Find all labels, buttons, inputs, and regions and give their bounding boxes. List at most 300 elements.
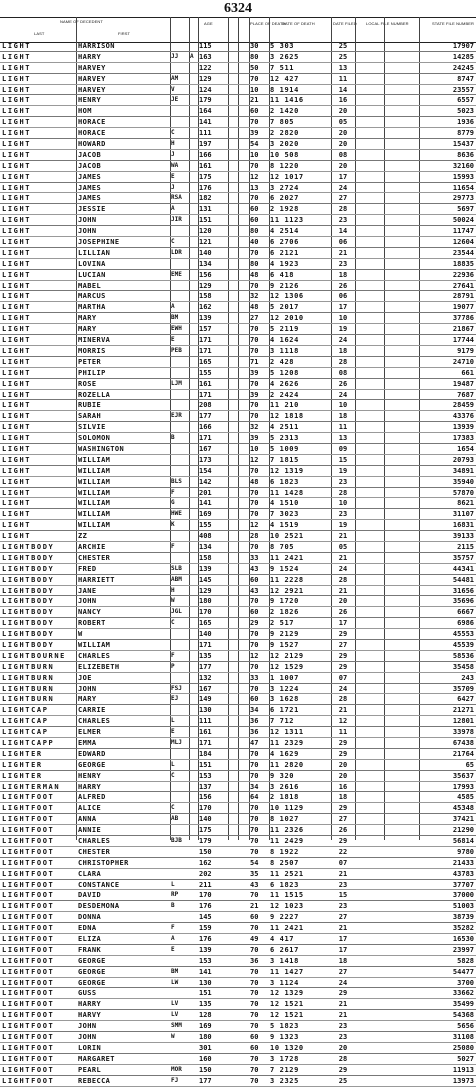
county: 32 [250, 423, 259, 432]
date-of-death: 3 2724 [270, 183, 299, 192]
age: 170 [199, 891, 212, 900]
last-name: LIGHTFOOT [2, 1011, 55, 1020]
date-of-death: 11 2521 [270, 869, 304, 878]
state-file-number: 32160 [452, 161, 474, 170]
state-file-number: 5027 [457, 1054, 474, 1063]
last-name: LIGHTFOOT [2, 847, 55, 856]
race [240, 215, 248, 225]
middle-initial: B [171, 902, 175, 910]
age: 135 [199, 651, 212, 660]
first-name: HARRISON [78, 42, 115, 50]
date-filed: 07 [338, 858, 348, 867]
code [190, 520, 199, 530]
date-filed: 16 [338, 782, 348, 791]
first-name: JOHN [78, 216, 97, 225]
age: 141 [199, 967, 212, 976]
table-row [0, 727, 476, 738]
date-filed: 10 [338, 499, 348, 508]
table-row [0, 999, 476, 1010]
code [190, 1065, 199, 1075]
first-name: HARRY [78, 782, 102, 791]
state-file-number: 33978 [452, 728, 474, 737]
table-row [0, 901, 476, 912]
age: 161 [199, 379, 212, 388]
race [240, 880, 248, 890]
last-name: LIGHTFOOT [2, 869, 55, 878]
county: 54 [250, 858, 259, 867]
first-name: NANCY [78, 608, 102, 617]
age: 151 [199, 760, 212, 769]
code [190, 1054, 199, 1064]
date-of-death: 10 2521 [270, 532, 304, 541]
race [240, 259, 248, 269]
date-of-death: 2 1826 [270, 608, 299, 617]
last-name: LIGHT [2, 74, 32, 83]
state-file-number: 38739 [452, 913, 474, 922]
county: 47 [250, 739, 259, 747]
county: 36 [250, 956, 259, 965]
state-file-number: 243 [461, 673, 474, 682]
code [190, 542, 199, 552]
state-file-number: 56814 [452, 837, 474, 846]
date-of-death: 11 2429 [270, 837, 304, 846]
code [190, 651, 199, 661]
date-of-death: 1 1007 [270, 673, 299, 682]
first-name: LUCIAN [78, 270, 106, 279]
date-filed: 22 [338, 847, 348, 856]
state-file-number: 16831 [452, 521, 474, 530]
date-filed: 24 [338, 684, 348, 693]
last-name: LIGHT [2, 532, 32, 541]
race [240, 313, 248, 323]
code [190, 880, 199, 890]
state-file-number: 14285 [452, 52, 474, 61]
last-name: LIGHT [2, 85, 32, 94]
code [190, 629, 199, 639]
table-row [0, 836, 476, 847]
middle-initial [171, 281, 188, 291]
state-file-number: 6667 [457, 608, 474, 617]
code [190, 259, 199, 269]
race [240, 1054, 248, 1064]
header-state-file: STATE FILE NUMBER [432, 21, 475, 26]
county: 70 [250, 1000, 259, 1009]
date-filed: 06 [338, 238, 348, 247]
code [190, 912, 199, 922]
race [240, 193, 248, 203]
first-name: JACOB [78, 150, 102, 159]
middle-initial: A [171, 303, 175, 311]
code [190, 694, 199, 704]
age: 130 [199, 978, 212, 987]
last-name: LIGHTFOOT [2, 913, 55, 922]
date-filed: 10 [338, 401, 348, 410]
date-of-death: 3 1418 [270, 956, 299, 965]
last-name: LIGHT [2, 96, 32, 105]
race [240, 956, 248, 966]
date-filed: 18 [338, 412, 348, 421]
race [240, 172, 248, 182]
first-name: LILLIAN [78, 248, 111, 257]
race [240, 999, 248, 1009]
code [190, 607, 199, 617]
middle-initial [171, 869, 188, 879]
last-name: LIGHTFOOT [2, 978, 55, 987]
last-name: LIGHTFOOT [2, 1076, 55, 1085]
race [240, 183, 248, 193]
middle-initial [171, 390, 188, 400]
county: 12 [250, 172, 259, 181]
last-name: LIGHTFOOT [2, 891, 55, 900]
age: 132 [199, 673, 212, 682]
date-filed: 29 [338, 1065, 348, 1074]
county: 70 [250, 194, 259, 203]
date-filed: 25 [338, 42, 348, 50]
race [240, 531, 248, 541]
race [240, 749, 248, 759]
first-name: WILLIAM [78, 499, 111, 508]
code [190, 836, 199, 846]
race [240, 324, 248, 334]
table-row [0, 226, 476, 237]
last-name: LIGHTFOOT [2, 1033, 55, 1042]
county: 70 [250, 1076, 259, 1085]
date-of-death: 9 320 [270, 771, 295, 780]
code [190, 531, 199, 541]
last-name: LIGHTFOOT [2, 902, 55, 911]
date-filed: 26 [338, 826, 348, 835]
race [240, 117, 248, 127]
last-name: LIGHTER [2, 771, 43, 780]
county: 12 [250, 651, 259, 660]
state-file-number: 22936 [452, 270, 474, 279]
county: 10 [250, 150, 259, 159]
last-name: LIGHT [2, 129, 32, 138]
table-row [0, 302, 476, 313]
date-filed: 27 [338, 815, 348, 824]
state-file-number: 16530 [452, 935, 474, 944]
county: 48 [250, 270, 259, 279]
table-row [0, 1065, 476, 1076]
table-row [0, 161, 476, 172]
age: 129 [199, 281, 212, 290]
code [190, 847, 199, 857]
first-name: JESSIE [78, 205, 106, 214]
state-file-number: 5828 [457, 956, 474, 965]
date-filed: 29 [338, 804, 348, 813]
date-of-death: 11 2326 [270, 826, 304, 835]
first-name: SARAH [78, 412, 102, 421]
age: 131 [199, 205, 212, 214]
first-name: JACOB [78, 161, 102, 170]
age: 145 [199, 913, 212, 922]
county: 29 [250, 619, 259, 628]
date-of-death: 5 303 [270, 42, 295, 50]
last-name: LIGHT [2, 140, 32, 149]
code [190, 313, 199, 323]
code [190, 95, 199, 105]
race [240, 335, 248, 345]
age: 155 [199, 521, 212, 530]
county: 48 [250, 303, 259, 312]
state-file-number: 50024 [452, 216, 474, 225]
header-date-of-death: DATE OF DEATH [282, 21, 315, 26]
county: 70 [250, 837, 259, 846]
first-name: GEORGE [78, 967, 106, 976]
code [190, 825, 199, 835]
last-name: LIGHT [2, 379, 32, 388]
state-file-number: 37707 [452, 880, 474, 889]
age: 122 [199, 63, 212, 72]
middle-initial [171, 912, 188, 922]
middle-initial [171, 63, 188, 73]
table-row [0, 771, 476, 782]
race [240, 41, 248, 51]
state-file-number: 43376 [452, 412, 474, 421]
middle-initial [171, 705, 188, 715]
age: 153 [199, 771, 212, 780]
middle-initial: E [171, 172, 175, 180]
date-of-death: 12 2921 [270, 586, 304, 595]
middle-initial: F [171, 924, 175, 932]
date-filed: 21 [338, 924, 348, 933]
date-filed: 15 [338, 891, 348, 900]
middle-initial: LV [171, 1011, 179, 1019]
table-row [0, 792, 476, 803]
date-of-death: 12 2129 [270, 651, 304, 660]
table-row [0, 183, 476, 194]
last-name: LIGHT [2, 444, 32, 453]
last-name: LIGHTBODY [2, 542, 55, 551]
middle-initial: EJR [171, 412, 182, 420]
first-name: ZZ [78, 532, 88, 541]
age: 177 [199, 662, 212, 671]
code [190, 422, 199, 432]
last-name: LIGHT [2, 401, 32, 410]
date-of-death: 5 1009 [270, 444, 299, 453]
county: 60 [250, 913, 259, 922]
middle-initial: H [171, 140, 175, 148]
table-row [0, 1021, 476, 1032]
code [190, 324, 199, 334]
middle-initial [171, 673, 188, 683]
county: 70 [250, 662, 259, 671]
table-row [0, 139, 476, 150]
county: 70 [250, 967, 259, 976]
middle-initial: H [171, 586, 175, 594]
middle-initial: FSJ [171, 684, 182, 692]
first-name: PETER [78, 357, 102, 366]
date-filed: 08 [338, 368, 348, 377]
last-name: LIGHT [2, 521, 32, 530]
date-filed: 29 [338, 837, 348, 846]
county: 70 [250, 771, 259, 780]
age: 169 [199, 510, 212, 519]
date-of-death: 3 1124 [270, 978, 299, 987]
county: 70 [250, 379, 259, 388]
middle-initial: L [171, 880, 175, 888]
code [190, 684, 199, 694]
date-of-death: 6 1823 [270, 880, 299, 889]
county: 60 [250, 1043, 259, 1052]
middle-initial [171, 825, 188, 835]
state-file-number: 21867 [452, 325, 474, 334]
first-name: ROZELLA [78, 390, 111, 399]
last-name: LIGHT [2, 346, 32, 355]
middle-initial: LV [171, 1000, 179, 1008]
last-name: LIGHT [2, 510, 32, 519]
middle-initial: MLJ [171, 739, 182, 746]
code [190, 357, 199, 367]
table-row [0, 455, 476, 466]
race [240, 270, 248, 280]
date-filed: 21 [338, 586, 348, 595]
code [190, 161, 199, 171]
middle-initial: JJ [171, 52, 179, 60]
age: 156 [199, 793, 212, 802]
code [190, 368, 199, 378]
code [190, 586, 199, 596]
date-filed: 23 [338, 880, 348, 889]
age: 176 [199, 902, 212, 911]
table-row [0, 705, 476, 716]
first-name: CLARA [78, 869, 102, 878]
table-row [0, 41, 476, 52]
last-name: LIGHT [2, 314, 32, 323]
date-filed: 25 [338, 1076, 348, 1085]
last-name: LIGHTCAP [2, 706, 49, 715]
table-row [0, 542, 476, 553]
table-row [0, 411, 476, 422]
first-name: JAMES [78, 183, 102, 192]
age: 150 [199, 1065, 212, 1074]
middle-initial: BLS [171, 477, 182, 485]
middle-initial: JGL [171, 608, 182, 616]
state-file-number: 2115 [457, 542, 474, 551]
age: 171 [199, 739, 212, 747]
date-filed: 15 [338, 455, 348, 464]
middle-initial [171, 988, 188, 998]
code [190, 814, 199, 824]
date-filed: 28 [338, 695, 348, 704]
first-name: PEARL [78, 1065, 102, 1074]
state-file-number: 21433 [452, 858, 474, 867]
first-name: CONSTANCE [78, 880, 120, 889]
middle-initial [171, 792, 188, 802]
race [240, 978, 248, 988]
age: 164 [199, 107, 212, 116]
first-name: WILLIAM [78, 510, 111, 519]
county: 39 [250, 390, 259, 399]
date-of-death: 12 1311 [270, 728, 304, 737]
first-name: CHRISTOPHER [78, 858, 129, 867]
last-name: LIGHT [2, 368, 32, 377]
date-filed: 24 [338, 183, 348, 192]
age: 165 [199, 357, 212, 366]
code [190, 85, 199, 95]
date-of-death: 6 1823 [270, 477, 299, 486]
table-row [0, 607, 476, 618]
middle-initial: L [171, 760, 175, 768]
date-filed: 24 [338, 978, 348, 987]
table-row [0, 825, 476, 836]
age: 137 [199, 782, 212, 791]
state-file-number: 19487 [452, 379, 474, 388]
table-row [0, 945, 476, 956]
last-name: LIGHTBODY [2, 630, 55, 639]
race [240, 934, 248, 944]
state-file-number: 8747 [457, 74, 474, 83]
last-name: LIGHTBURN [2, 662, 55, 671]
county: 60 [250, 608, 259, 617]
state-file-number: 5697 [457, 205, 474, 214]
middle-initial: E [171, 945, 175, 953]
race [240, 901, 248, 911]
date-filed: 20 [338, 107, 348, 116]
table-row [0, 890, 476, 901]
state-file-number: 31656 [452, 586, 474, 595]
date-filed: 23 [338, 259, 348, 268]
state-file-number: 1936 [457, 118, 474, 127]
first-name: HARVEY [78, 85, 106, 94]
last-name: LIGHT [2, 499, 32, 508]
date-filed: 17 [338, 935, 348, 944]
code [190, 281, 199, 291]
county: 50 [250, 63, 259, 72]
state-file-number: 11913 [452, 1065, 474, 1074]
date-of-death: 10 1129 [270, 804, 304, 813]
date-filed: 29 [338, 662, 348, 671]
first-name: WILLIAM [78, 488, 111, 497]
state-file-number: 12604 [452, 238, 474, 247]
code [190, 117, 199, 127]
age: 177 [199, 412, 212, 421]
middle-initial: E [171, 336, 175, 344]
table-row [0, 74, 476, 85]
age: 130 [199, 706, 212, 715]
date-of-death: 9 2227 [270, 913, 299, 922]
table-row [0, 749, 476, 760]
last-name: LIGHT [2, 455, 32, 464]
last-name: LIGHTBODY [2, 619, 55, 628]
last-name: LIGHTBODY [2, 608, 55, 617]
state-file-number: 54481 [452, 575, 474, 584]
table-row [0, 1010, 476, 1021]
date-of-death: 12 1329 [270, 989, 304, 998]
race [240, 673, 248, 683]
middle-initial: C [171, 619, 175, 627]
date-filed: 21 [338, 1000, 348, 1009]
last-name: LIGHTFOOT [2, 1054, 55, 1063]
age: 179 [199, 837, 212, 846]
date-of-death: 8 1220 [270, 161, 299, 170]
state-file-number: 27641 [452, 281, 474, 290]
age: 139 [199, 314, 212, 323]
county: 13 [250, 183, 259, 192]
date-filed: 18 [338, 956, 348, 965]
last-name: LIGHTBURN [2, 673, 55, 682]
age: 139 [199, 564, 212, 573]
middle-initial: L [171, 717, 175, 725]
state-file-number: 13973 [452, 1076, 474, 1085]
last-name: LIGHT [2, 390, 32, 399]
date-of-death: 12 1023 [270, 902, 304, 911]
date-filed: 26 [338, 608, 348, 617]
county: 60 [250, 575, 259, 584]
age: 166 [199, 423, 212, 432]
county: 21 [250, 902, 259, 911]
race [240, 575, 248, 585]
